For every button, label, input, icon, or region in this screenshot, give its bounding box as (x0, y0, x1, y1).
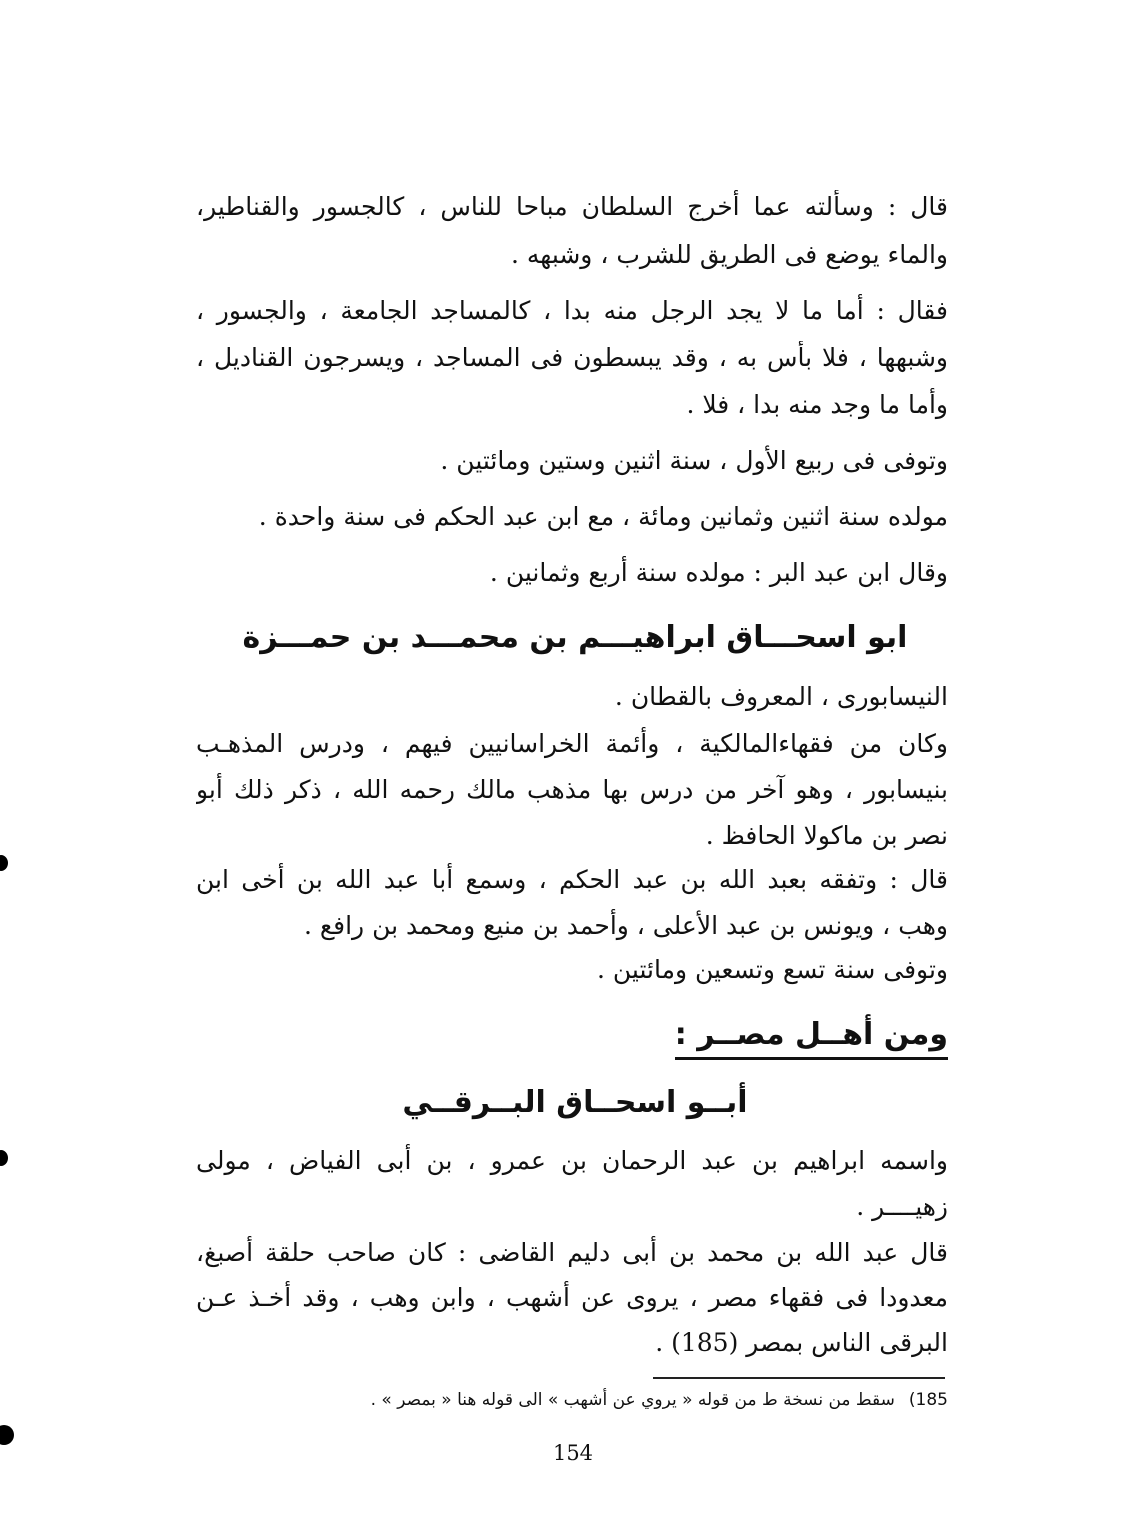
para2-line2: وشبهها ، فلا بأس به ، وقد يبسطون فى المساجد ، ويسرجون القناديل ، (196, 343, 948, 372)
bio1-line4: نصر بن ماكولا الحافظ . (705, 821, 948, 850)
footnote-separator (653, 1377, 945, 1379)
bio1-line2: وكان من فقهاءالمالكية ، وأئمة الخراسانيين فيهم ، ودرس المذهـب (196, 729, 948, 758)
bio1-line5: قال : وتفقه بعبد الله بن عبد الحكم ، وسمع أبا عبد الله بن أخى ابن (196, 865, 948, 894)
para2-line3: وأما ما وجد منه بدا ، فلا . (686, 390, 948, 419)
bio1-line6: وهب ، ويونس بن عبد الأعلى ، وأحمد بن منيع ومحمد بن رافع . (303, 911, 948, 940)
bio1-line1: النيسابورى ، المعروف بالقطان . (614, 682, 948, 711)
bio2-line5: البرقى الناس بمصر (185) . (655, 1328, 948, 1357)
para2-line1: فقال : أما ما لا يجد الرجل منه بدا ، كالمساجد الجامعة ، والجسور ، (196, 296, 948, 325)
bio2-line1: واسمه ابراهيم بن عبد الرحمان بن عمرو ، بن أبى الفياض ، مولى (196, 1146, 948, 1175)
bio2-line3: قال عبد الله بن محمد بن أبى دليم القاضى : كان صاحب حلقة أصبغ، (196, 1238, 948, 1267)
para1-line1: قال : وسألته عما أخرج السلطان مباحا للناس ، كالجسور والقناطير، (196, 192, 948, 221)
footnote-text: سقط من نسخة ط من قوله « يروي عن أشهب » الى قوله هنا « بمصر » . (370, 1390, 895, 1410)
bio1-line7: وتوفى سنة تسع وتسعين ومائتين . (596, 955, 948, 984)
death-date-line: وتوفى فى ربيع الأول ، سنة اثنين وستين ومائتين . (440, 446, 948, 475)
birth-date-line: مولده سنة اثنين وثمانين ومائة ، مع ابن عبد الحكم فى سنة واحدة . (258, 502, 948, 531)
scan-mark (0, 1150, 8, 1166)
heading-abu-ishaq-ibrahim: ابو اسحـــاق ابراهيـــم بن محمـــد بن حمـــزة (242, 620, 908, 655)
page-number: 154 (552, 1441, 594, 1465)
bio2-line4: معدودا فى فقهاء مصر ، يروى عن أشهب ، وابن وهب ، وقد أخـذ عـن (196, 1283, 948, 1312)
ibn-abd-albarr-line: وقال ابن عبد البر : مولده سنة أربع وثمانين . (489, 558, 948, 587)
heading-abu-ishaq-albarqi: أبــو اسحــاق البــرقــي (402, 1085, 748, 1120)
footnote (371, 1388, 948, 1412)
para1-line2: والماء يوضع فى الطريق للشرب ، وشبهه . (511, 240, 948, 269)
footnote-number: 185) (908, 1390, 948, 1410)
scan-mark (0, 855, 8, 871)
bio1-line3: بنيسابور ، وهو آخر من درس بها مذهب مالك رحمه الله ، ذكر ذلك أبو (196, 775, 948, 804)
section-title-egypt: ومن أهــل مصــر : (675, 1015, 948, 1060)
bio2-line2: زهيــــر . (856, 1192, 948, 1221)
